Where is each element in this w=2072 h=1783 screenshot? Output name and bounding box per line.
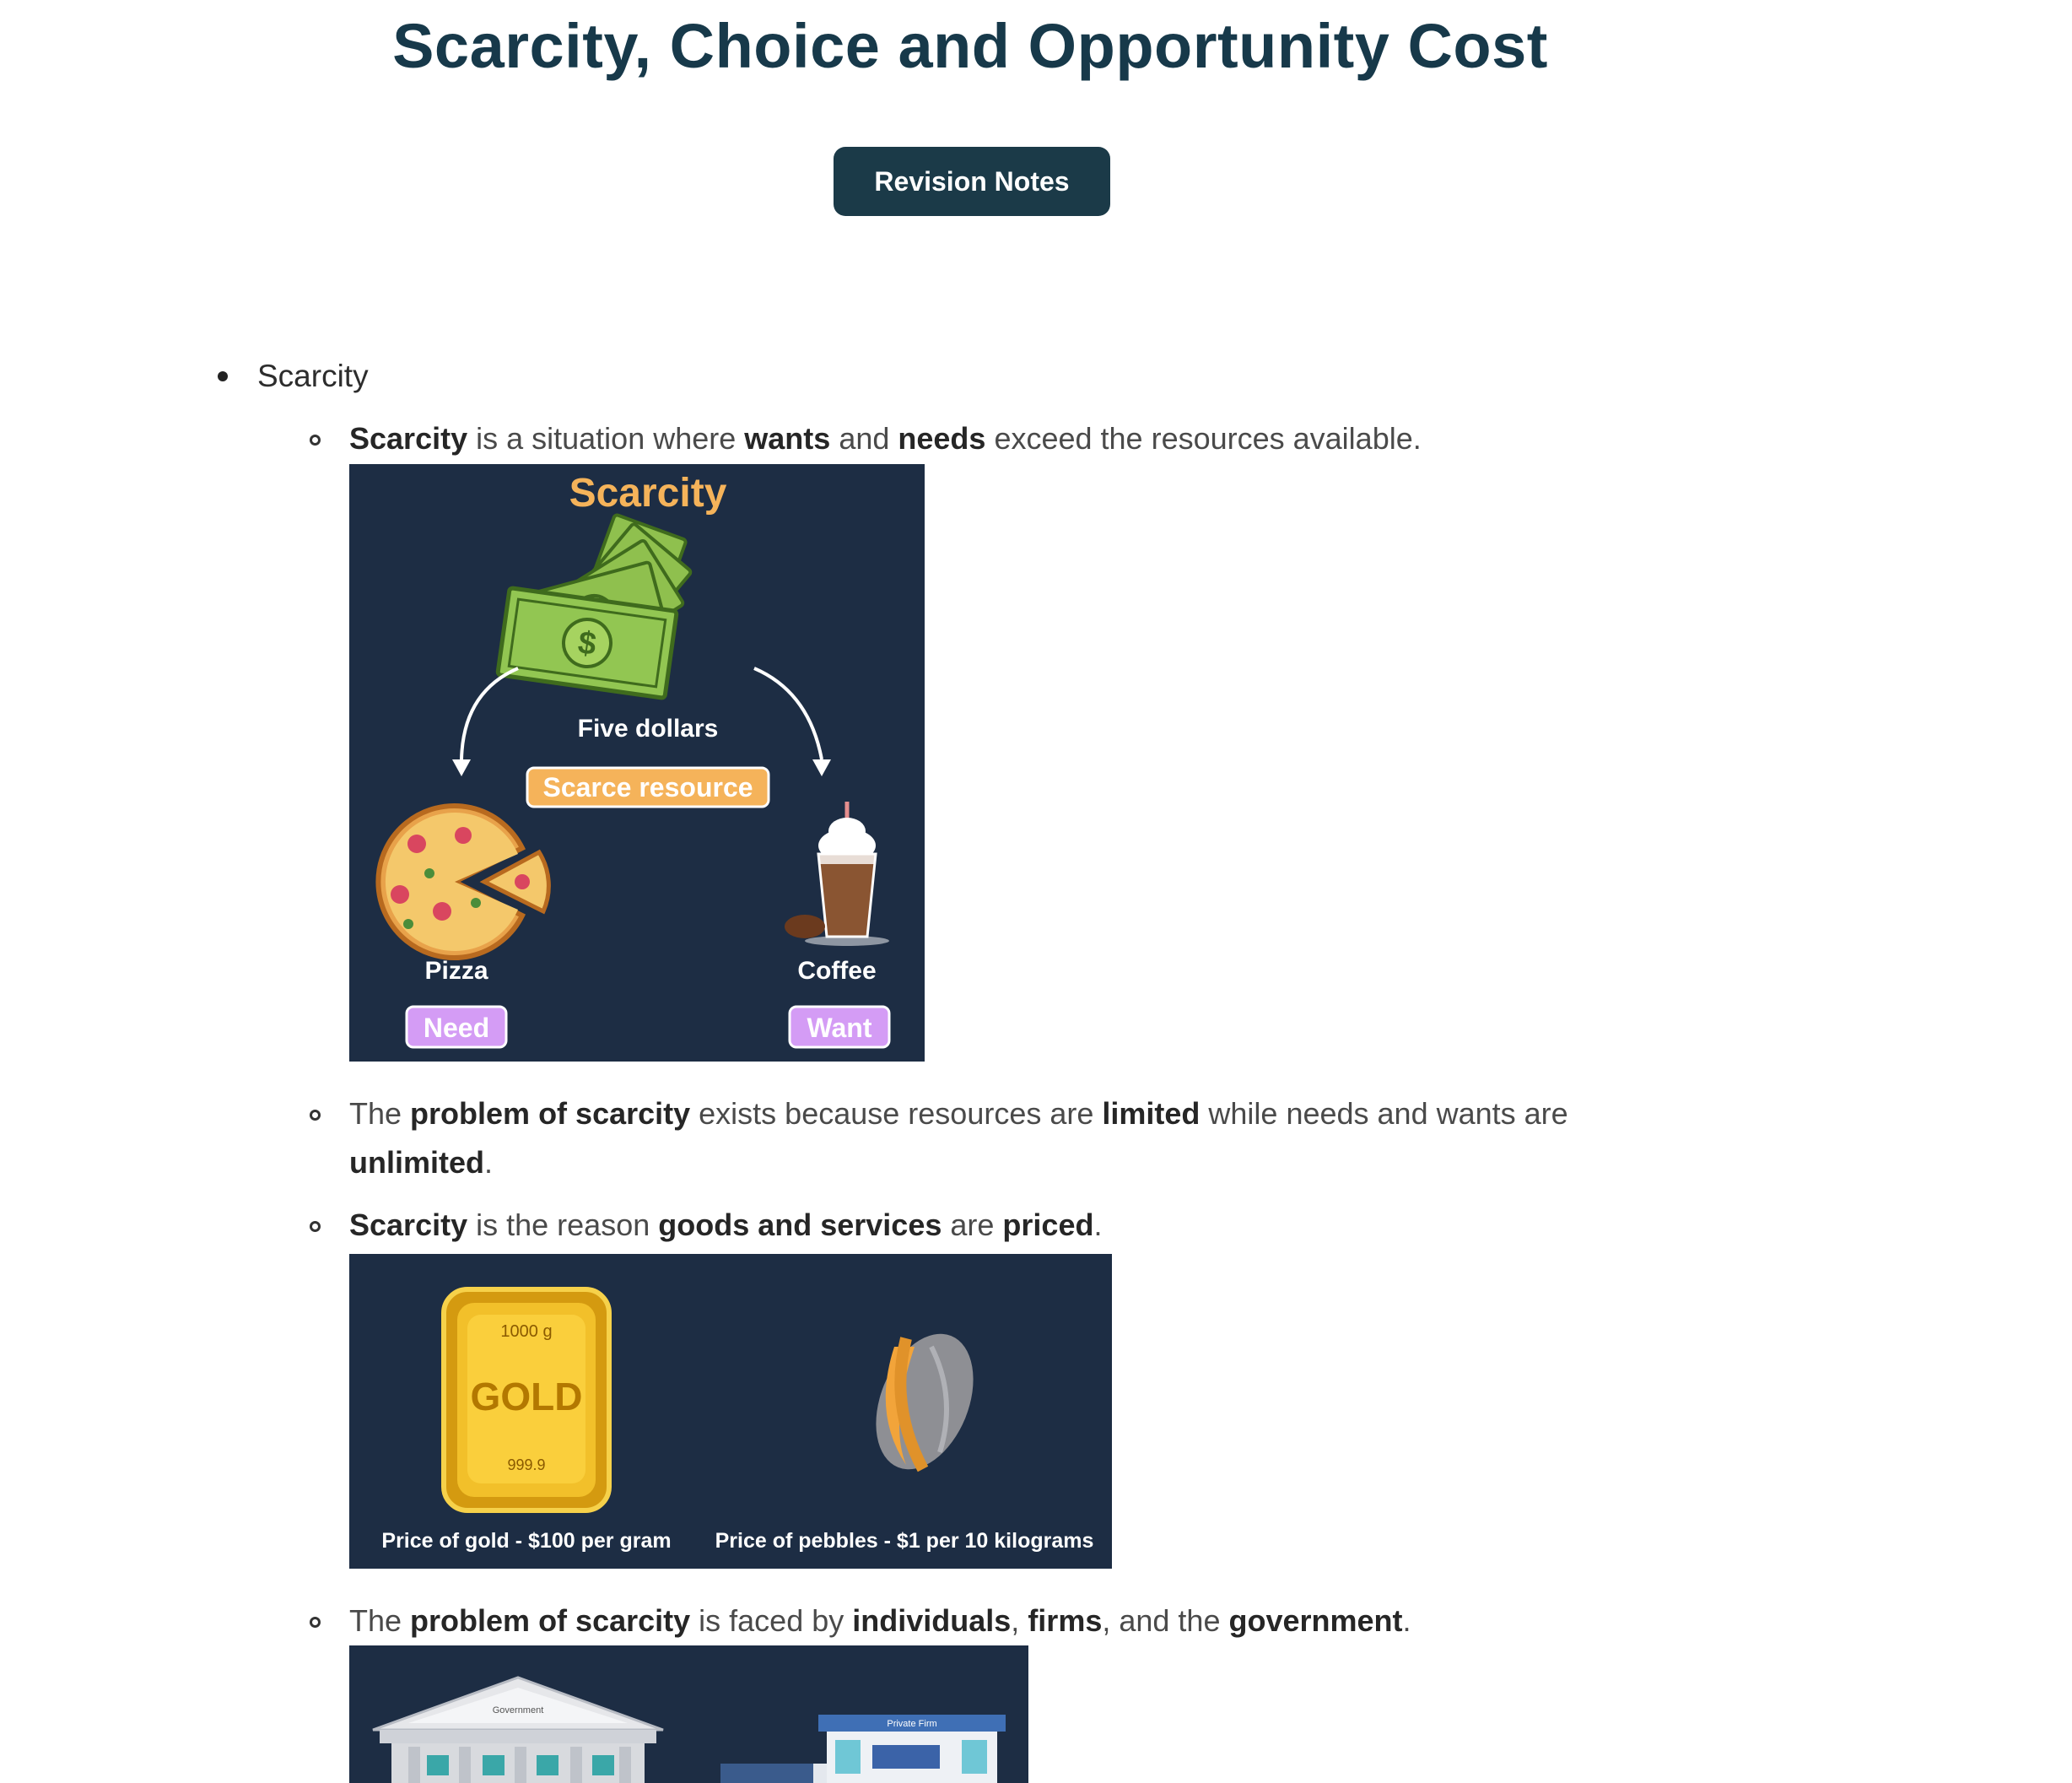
economic-agents-figure: [349, 1645, 1028, 1783]
firm-sign: Private Firm: [887, 1719, 937, 1729]
page-title: Scarcity, Choice and Opportunity Cost: [392, 11, 1548, 81]
point-2-text-line-2: unlimited.: [349, 1145, 494, 1180]
private-firm-icon: [720, 1715, 1006, 1783]
resource-label: Five dollars: [577, 715, 719, 743]
point-2-text-line-1: The problem of scarcity exists because resources are limited while needs and wants are: [349, 1096, 1568, 1131]
emphasis-text: government: [1228, 1603, 1403, 1638]
pebble-caption: Price of pebbles - $1 per 10 kilograms: [715, 1529, 1094, 1553]
emphasis-text: priced: [1002, 1208, 1094, 1242]
arrow-right-icon: [754, 668, 831, 776]
need-tag: Need: [423, 1013, 490, 1043]
section-heading: Scarcity: [257, 359, 369, 393]
resource-tag: Scarce resource: [542, 772, 753, 802]
emphasis-text: limited: [1102, 1096, 1201, 1131]
right-item-label: Coffee: [797, 957, 877, 985]
banknotes-icon: [498, 514, 692, 698]
gold-bar-icon: [444, 1289, 609, 1510]
emphasis-text: Scarcity: [349, 1208, 468, 1242]
pizza-icon: [378, 806, 548, 958]
scarcity-figure: [349, 464, 925, 1062]
sub-bullet: [310, 435, 321, 446]
gold-word: GOLD: [470, 1375, 583, 1418]
sub-bullet: [310, 1617, 321, 1628]
emphasis-text: goods and services: [658, 1208, 942, 1242]
emphasis-text: individuals: [852, 1603, 1012, 1638]
sub-bullet: [310, 1110, 321, 1121]
emphasis-text: Scarcity: [349, 421, 468, 456]
point-4-text: The problem of scarcity is faced by individuals, firms, and the government.: [349, 1603, 1411, 1638]
gold-purity: 999.9: [507, 1456, 546, 1473]
revision-notes-button[interactable]: Revision Notes: [834, 147, 1110, 216]
government-sign: Government: [492, 1705, 544, 1715]
want-tag: Want: [807, 1013, 872, 1043]
sub-bullet: [310, 1221, 321, 1232]
figure-title: Scarcity: [569, 471, 727, 516]
point-1-text: Scarcity is a situation where wants and needs exceed the resources available.: [349, 421, 1422, 456]
emphasis-text: needs: [898, 421, 986, 456]
government-building-icon: [373, 1678, 663, 1783]
coffee-icon: [785, 802, 889, 946]
pebble-icon: [857, 1320, 991, 1484]
left-item-label: Pizza: [424, 957, 488, 985]
emphasis-text: problem of scarcity: [410, 1603, 691, 1638]
dollar-sign: $: [575, 624, 599, 663]
price-comparison-figure: [349, 1254, 1112, 1569]
bullet-dot: [218, 371, 228, 381]
emphasis-text: problem of scarcity: [410, 1096, 691, 1131]
emphasis-text: wants: [744, 421, 831, 456]
arrow-left-icon: [452, 668, 518, 776]
point-3-text: Scarcity is the reason goods and services are priced.: [349, 1208, 1103, 1242]
emphasis-text: unlimited: [349, 1145, 484, 1180]
gold-caption: Price of gold - $100 per gram: [381, 1529, 672, 1553]
emphasis-text: firms: [1028, 1603, 1103, 1638]
gold-weight: 1000 g: [500, 1322, 553, 1341]
